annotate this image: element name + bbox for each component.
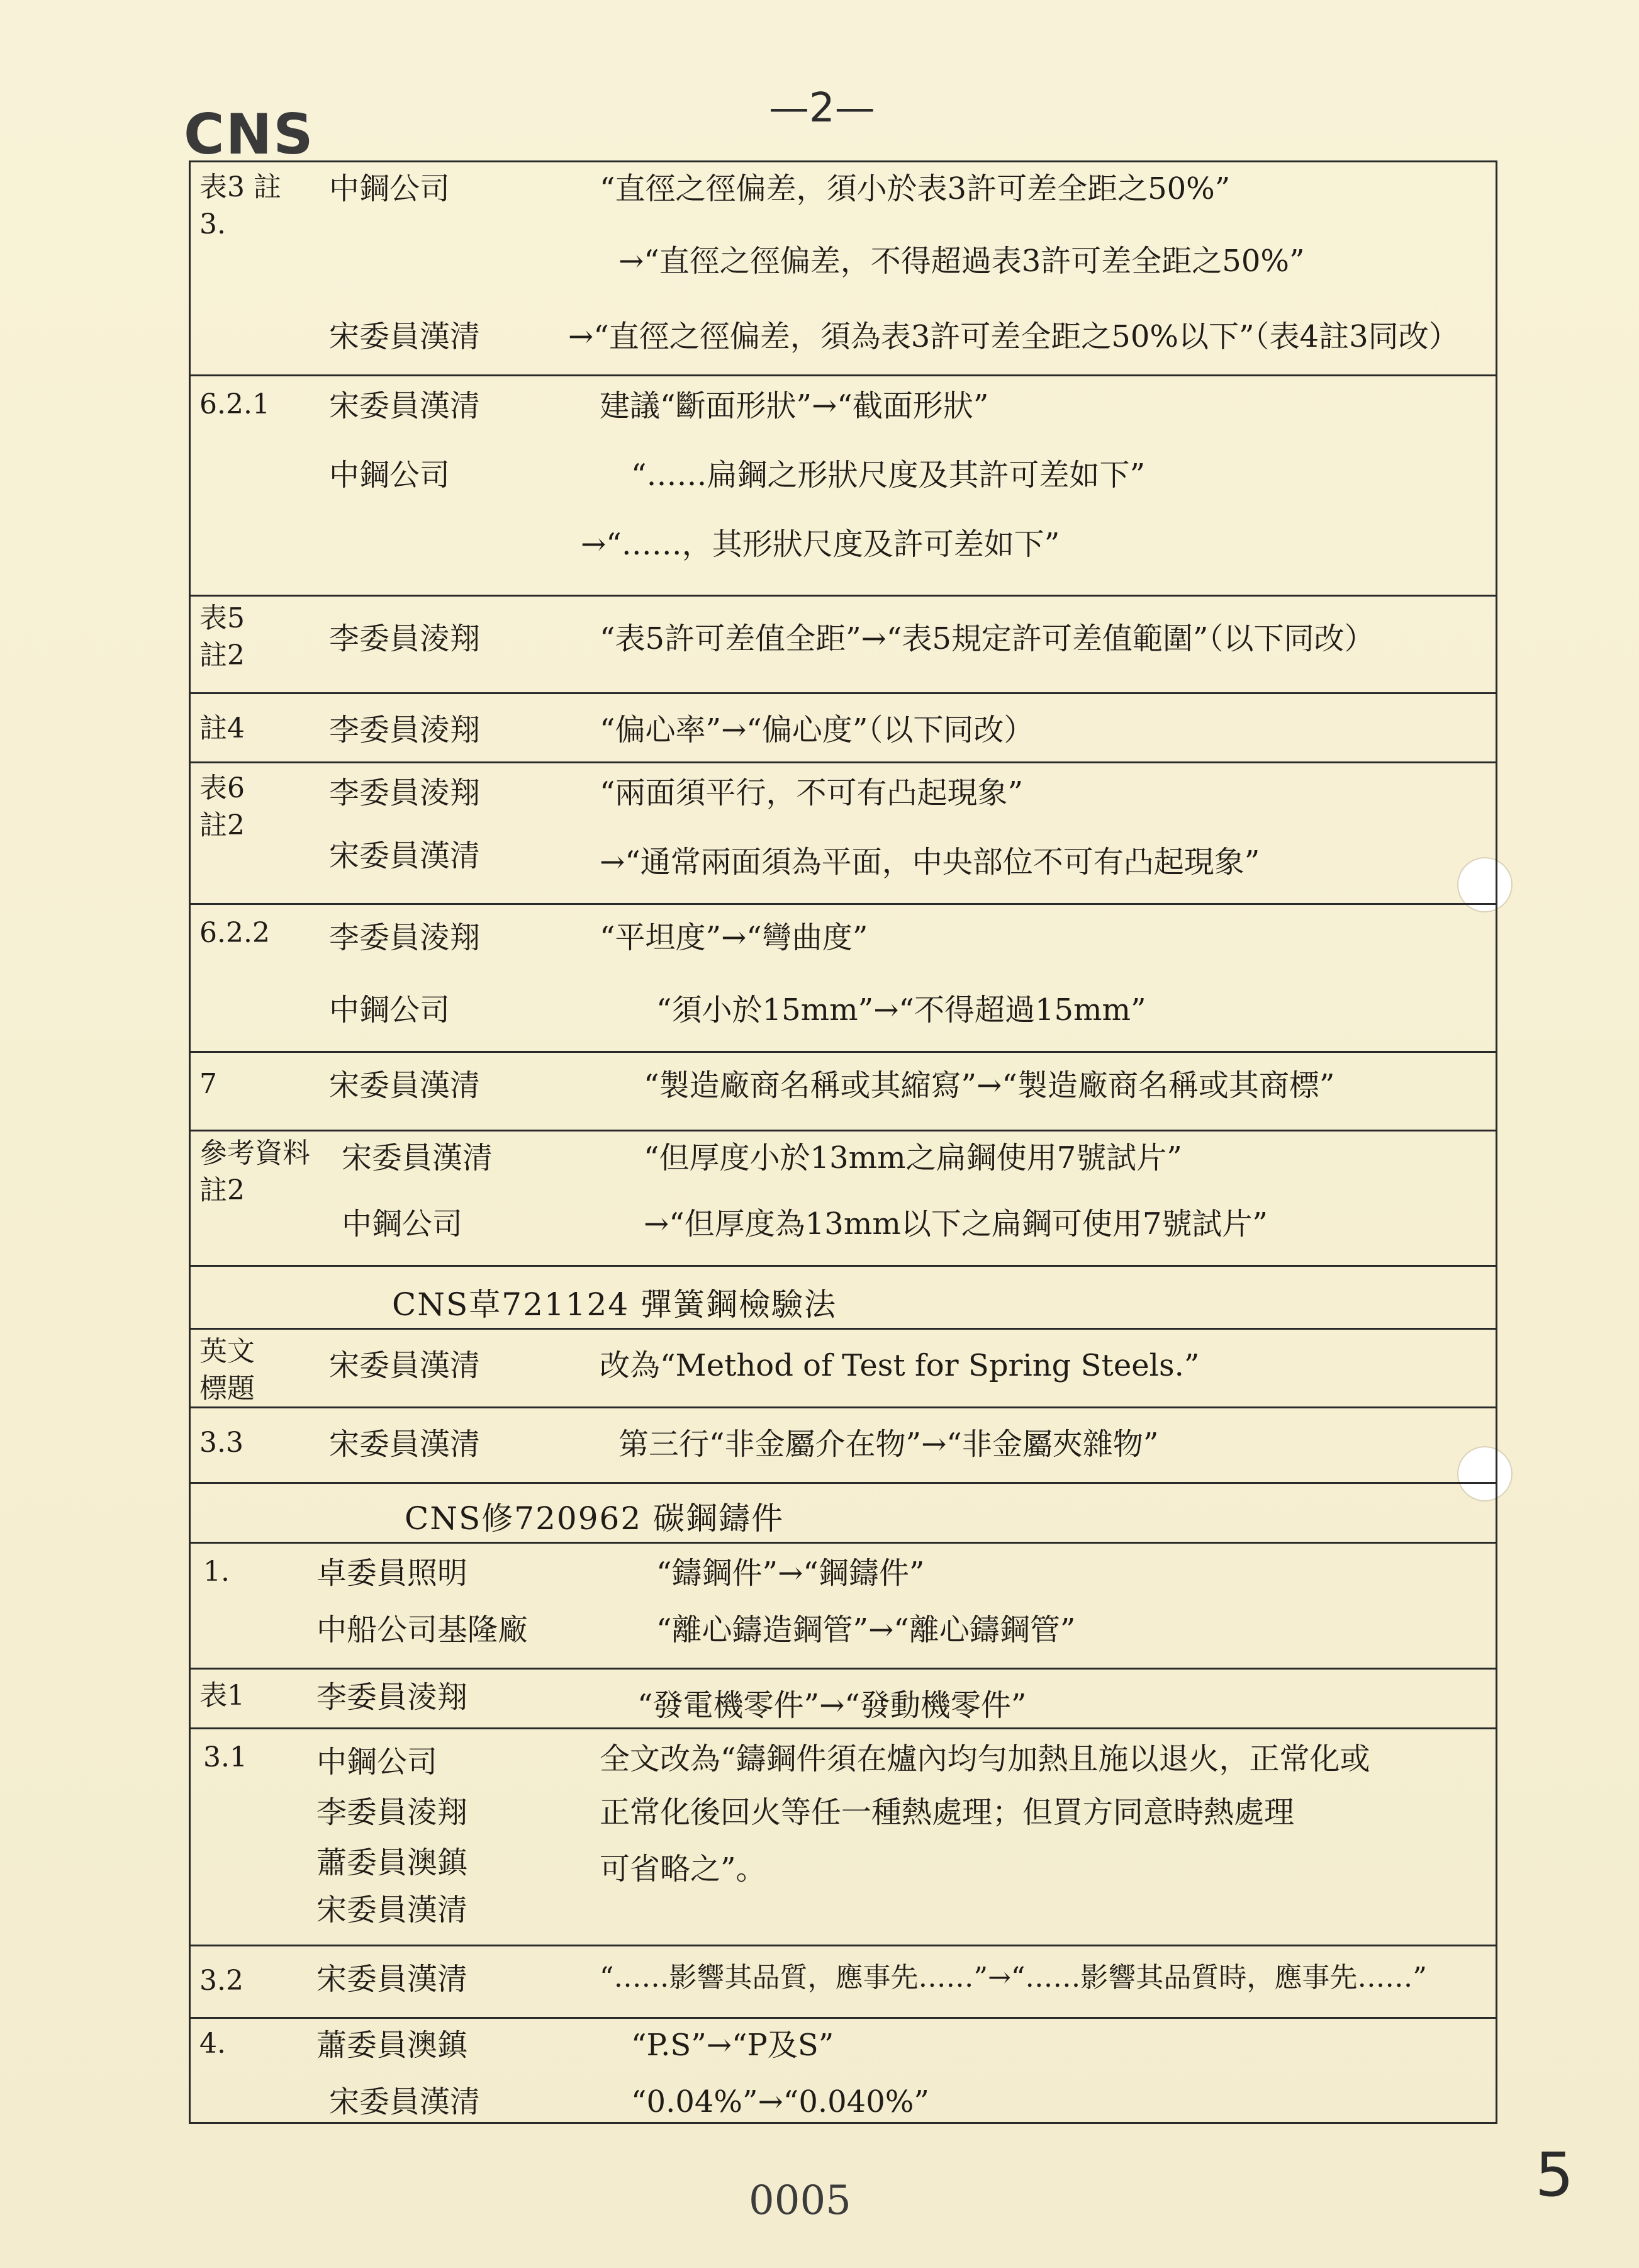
row-text: 改為“Method of Test for Spring Steels.” [600,1348,1200,1383]
minutes-table [189,160,1497,2124]
section-title: CNS修720962 碳鋼鑄件 [405,1500,785,1537]
row-speaker: 宋委員漢清 [329,1068,481,1103]
row-ref: 3.3 [199,1427,243,1459]
page-number: —2— [769,85,875,132]
row-text: “鑄鋼件”→“鋼鑄件” [656,1556,925,1591]
table-row [191,1670,1496,1729]
row-text: “……扁鋼之形狀尺度及其許可差如下” [631,458,1146,493]
row-text: →“直徑之徑偏差，不得超過表3許可差全距之50%” [618,244,1305,279]
row-speaker: 宋委員漢清 [342,1140,493,1176]
row-speaker: 宋委員漢清 [329,1427,481,1462]
row-speaker: 宋委員漢清 [329,838,481,873]
row-ref: 表6 註2 [199,772,245,842]
row-speaker: 中鋼公司 [316,1744,438,1780]
table-row [191,694,1496,763]
page-mark: 5 [1535,2140,1574,2210]
row-text: “偏心率”→“偏心度”（以下同改） [600,712,1034,748]
row-text: 可省略之”。 [600,1851,766,1887]
row-speaker: 李委員淩翔 [329,712,481,748]
row-ref: 3.1 [203,1741,247,1773]
row-speaker: 宋委員漢清 [329,1348,481,1383]
row-ref: 6.2.2 [199,917,270,949]
table-row [191,1408,1496,1484]
row-text: 全文改為“鑄鋼件須在爐內均勻加熱且施以退火，正常化或 [600,1741,1370,1777]
table-row [191,376,1496,597]
row-speaker: 李委員淩翔 [329,920,481,955]
table-row [191,1131,1496,1267]
row-speaker: 宋委員漢清 [316,1962,468,1997]
row-speaker: 宋委員漢清 [329,2084,481,2119]
row-text: “P.S”→“P及S” [631,2028,834,2063]
row-speaker: 李委員淩翔 [329,621,481,656]
row-text: “發電機零件”→“發動機零件” [637,1688,1027,1723]
row-speaker: 中鋼公司 [329,992,450,1028]
row-speaker: 中船公司基隆廠 [316,1612,529,1648]
section-header [191,1484,1496,1544]
table-row [191,162,1496,376]
row-ref: 英文 標題 [199,1335,255,1405]
row-ref: 表3 註3. [199,171,281,241]
row-text: “但厚度小於13mm之扁鋼使用7號試片” [644,1140,1182,1176]
row-text: →“通常兩面須為平面，中央部位不可有凸起現象” [600,845,1260,880]
row-ref: 表5 註2 [199,602,245,672]
row-ref: 4. [199,2028,226,2060]
table-row [191,1330,1496,1408]
row-ref: 6.2.1 [199,388,270,420]
table-row [191,763,1496,905]
row-text: “直徑之徑偏差，須小於表3許可差全距之50%” [600,171,1231,206]
row-speaker: 中鋼公司 [342,1206,463,1242]
row-text: “製造廠商名稱或其縮寫”→“製造廠商名稱或其商標” [644,1068,1335,1103]
row-speaker: 蕭委員澳鎮 [316,2028,468,2063]
row-text: 正常化後回火等任一種熱處理；但買方同意時熱處理 [600,1795,1295,1830]
row-speaker: 李委員淩翔 [329,775,481,811]
table-row [191,2019,1496,2126]
row-speaker: 蕭委員澳鎮 [316,1845,468,1880]
row-text: 建議“斷面形狀”→“截面形狀” [600,388,989,424]
row-text: 第三行“非金屬介在物”→“非金屬夾雜物” [618,1427,1159,1462]
row-ref: 3.2 [199,1965,243,1997]
row-speaker: 中鋼公司 [329,171,450,206]
row-ref: 註4 [199,712,245,744]
table-row [191,905,1496,1053]
row-text: “0.04%”→“0.040%” [631,2084,929,2119]
row-speaker: 李委員淩翔 [316,1795,468,1830]
row-text: “表5許可差值全距”→“表5規定許可差值範圍”（以下同改） [600,621,1375,656]
row-speaker: 宋委員漢清 [329,388,481,424]
row-speaker: 宋委員漢清 [329,319,481,354]
row-text: “須小於15mm”→“不得超過15mm” [656,992,1146,1028]
row-text: “離心鑄造鋼管”→“離心鑄鋼管” [656,1612,1076,1648]
table-row [191,1946,1496,2019]
row-text: →“……，其形狀尺度及許可差如下” [581,527,1060,562]
row-text: “平坦度”→“彎曲度” [600,920,868,955]
section-header [191,1267,1496,1330]
table-row [191,1053,1496,1131]
row-speaker: 中鋼公司 [329,458,450,493]
table-row [191,597,1496,694]
row-ref: 表1 [199,1680,245,1712]
row-speaker: 宋委員漢清 [316,1892,468,1928]
table-row [191,1544,1496,1670]
cns-logo: CNS [184,102,315,167]
archive-code: 0005 [749,2177,851,2224]
section-title: CNS草721124 彈簧鋼檢驗法 [392,1286,837,1323]
row-text: →“但厚度為13mm以下之扁鋼可使用7號試片” [644,1206,1268,1242]
row-text: “……影響其品質，應事先……”→“……影響其品質時，應事先……” [600,1962,1427,1994]
table-row [191,1729,1496,1946]
row-ref: 1. [203,1556,230,1588]
row-text: →“直徑之徑偏差，須為表3許可差全距之50%以下”（表4註3同改） [568,319,1459,354]
row-speaker: 李委員淩翔 [316,1680,468,1715]
row-speaker: 卓委員照明 [316,1556,468,1591]
row-ref: 參考資料 註2 [199,1137,310,1207]
row-text: “兩面須平行，不可有凸起現象” [600,775,1024,811]
row-ref: 7 [199,1068,217,1100]
